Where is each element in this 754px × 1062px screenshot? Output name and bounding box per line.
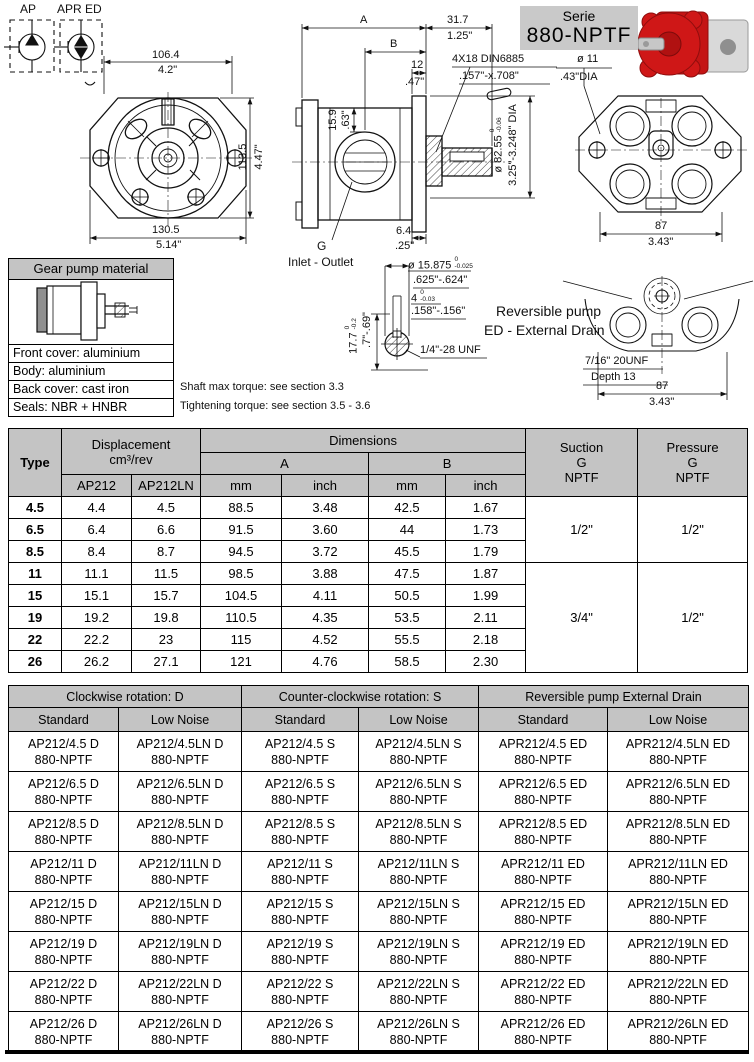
sub-header-low-noise: Low Noise (608, 708, 749, 732)
drain-depth-label: Depth 13 (591, 371, 636, 383)
model-cell: AP212/6.5 D 880-NPTF (9, 772, 119, 812)
value-cell: 6.6 (132, 519, 201, 541)
ordering-table (8, 685, 749, 1052)
page-footer-rule (5, 1050, 749, 1054)
spec-table (8, 428, 748, 673)
model-cell: AP212/4.5LN S 880-NPTF (359, 732, 479, 772)
value-cell: 3.72 (282, 541, 369, 563)
back-width-inch: 3.43" (648, 236, 674, 248)
shaft-dia-inch-label: .625"-.624" (413, 274, 468, 286)
type-cell: 15 (9, 585, 62, 607)
model-cell: AP212/11LN D 880-NPTF (119, 852, 242, 892)
value-cell: 1.87 (446, 563, 526, 585)
model-cell: AP212/22 D 880-NPTF (9, 972, 119, 1012)
col-header-dim-b: B (369, 453, 526, 475)
value-cell: 19.2 (62, 607, 132, 629)
reversible-width-mm: 87 (656, 380, 669, 392)
model-cell: AP212/26LN S 880-NPTF (359, 1012, 479, 1052)
model-cell: APR212/8.5 ED 880-NPTF (479, 812, 608, 852)
inlet-outlet-label: Inlet - Outlet (288, 255, 354, 269)
shaft-torque-note: Shaft max torque: see section 3.3 (180, 381, 344, 393)
key-depth-inch-label: .7"-.69" (361, 312, 373, 348)
col-header-b-mm: mm (369, 475, 446, 497)
dim-15-9-inch: .63" (340, 110, 352, 130)
model-cell: AP212/6.5LN S 880-NPTF (359, 772, 479, 812)
col-header-type: Type (9, 429, 62, 497)
model-cell: APR212/22 ED 880-NPTF (479, 972, 608, 1012)
value-cell: 121 (201, 651, 282, 673)
type-cell: 8.5 (9, 541, 62, 563)
model-cell: AP212/11 D 880-NPTF (9, 852, 119, 892)
model-cell: APR212/11LN ED 880-NPTF (608, 852, 749, 892)
pilot-dia-inch-label: 3.25"-3.248" DIA (507, 104, 519, 186)
col-header-suction: Suction G NPTF (526, 429, 638, 497)
value-cell: 55.5 (369, 629, 446, 651)
series-word: Serie (562, 8, 596, 24)
model-cell: APR212/4.5 ED 880-NPTF (479, 732, 608, 772)
col-header-ap212ln: AP212LN (132, 475, 201, 497)
dim-31-7-inch: 1.25" (447, 30, 473, 42)
table-row (9, 972, 749, 1012)
value-cell: 23 (132, 629, 201, 651)
apr-ed-symbol-label: APR ED (57, 2, 102, 16)
value-cell: 115 (201, 629, 282, 651)
value-cell: 4.35 (282, 607, 369, 629)
type-cell: 4.5 (9, 497, 62, 519)
reversible-pump-line2: ED - External Drain (484, 322, 605, 338)
model-cell: APR212/11 ED 880-NPTF (479, 852, 608, 892)
model-cell: AP212/4.5LN D 880-NPTF (119, 732, 242, 772)
col-header-a-inch: inch (282, 475, 369, 497)
value-cell: 11.1 (62, 563, 132, 585)
value-cell: 6.4 (62, 519, 132, 541)
group-header-counter-clockwise: Counter-clockwise rotation: S (242, 686, 479, 708)
value-cell: 1.73 (446, 519, 526, 541)
value-cell: 98.5 (201, 563, 282, 585)
model-cell: APR212/6.5 ED 880-NPTF (479, 772, 608, 812)
model-cell: AP212/4.5 D 880-NPTF (9, 732, 119, 772)
material-back-cover: Back cover: cast iron (9, 381, 173, 399)
ap-symbol-drawing (4, 20, 54, 72)
model-cell: APR212/6.5LN ED 880-NPTF (608, 772, 749, 812)
col-header-dim-a: A (201, 453, 369, 475)
value-cell: 104.5 (201, 585, 282, 607)
value-cell: 110.5 (201, 607, 282, 629)
col-header-pressure: Pressure G NPTF (638, 429, 748, 497)
value-cell: 15.1 (62, 585, 132, 607)
sub-header-standard: Standard (242, 708, 359, 732)
model-cell: AP212/11 S 880-NPTF (242, 852, 359, 892)
apr-ed-symbol-drawing (54, 20, 102, 85)
model-cell: AP212/15 D 880-NPTF (9, 892, 119, 932)
spec-table-wrap (8, 428, 748, 673)
value-cell: 53.5 (369, 607, 446, 629)
value-cell: 27.1 (132, 651, 201, 673)
value-cell: 4.76 (282, 651, 369, 673)
value-cell: 19.8 (132, 607, 201, 629)
drain-thread-label: 7/16" 20UNF (585, 355, 649, 367)
front-height-inch: 4.47" (253, 144, 265, 170)
value-cell: 8.4 (62, 541, 132, 563)
type-cell: 11 (9, 563, 62, 585)
reversible-width-inch: 3.43" (649, 396, 675, 408)
col-header-displacement: Displacement cm³/rev (62, 429, 201, 475)
value-cell: 4.4 (62, 497, 132, 519)
value-cell: 15.7 (132, 585, 201, 607)
col-header-ap212: AP212 (62, 475, 132, 497)
value-cell: 22.2 (62, 629, 132, 651)
pilot-dia-label: ø 82.55 0 -0.06 (488, 117, 505, 173)
group-header-reversible: Reversible pump External Drain (479, 686, 749, 708)
model-cell: AP212/19 D 880-NPTF (9, 932, 119, 972)
front-height-mm: 113.5 (237, 143, 249, 171)
value-cell: 94.5 (201, 541, 282, 563)
tightening-torque-note: Tightening torque: see section 3.5 - 3.6 (180, 400, 371, 412)
type-cell: 22 (9, 629, 62, 651)
material-body: Body: aluminium (9, 363, 173, 381)
value-cell: 3.88 (282, 563, 369, 585)
series-title-box (520, 6, 638, 50)
type-cell: 26 (9, 651, 62, 673)
table-row (9, 1012, 749, 1052)
hole-dia-inch-label: .43"DIA (560, 71, 598, 83)
col-header-dimensions: Dimensions (201, 429, 526, 453)
value-cell: 58.5 (369, 651, 446, 673)
model-cell: AP212/19LN D 880-NPTF (119, 932, 242, 972)
value-cell: 2.30 (446, 651, 526, 673)
ordering-table-wrap (8, 685, 749, 1052)
model-cell: AP212/15LN D 880-NPTF (119, 892, 242, 932)
value-cell: 88.5 (201, 497, 282, 519)
model-cell: AP212/6.5LN D 880-NPTF (119, 772, 242, 812)
sub-header-low-noise: Low Noise (359, 708, 479, 732)
front-view-drawing (80, 56, 256, 244)
material-box-title: Gear pump material (9, 259, 173, 280)
model-cell: AP212/26LN D 880-NPTF (119, 1012, 242, 1052)
model-cell: AP212/6.5 S 880-NPTF (242, 772, 359, 812)
value-cell: 8.7 (132, 541, 201, 563)
series-name: 880-NPTF (526, 24, 632, 47)
model-cell: APR212/22LN ED 880-NPTF (608, 972, 749, 1012)
value-cell: 1.99 (446, 585, 526, 607)
model-cell: AP212/26 S 880-NPTF (242, 1012, 359, 1052)
model-cell: AP212/22LN S 880-NPTF (359, 972, 479, 1012)
annotation-lines (430, 67, 612, 198)
model-cell: AP212/26 D 880-NPTF (9, 1012, 119, 1052)
pressure-size-cell: 1/2" (638, 497, 748, 563)
value-cell: 3.60 (282, 519, 369, 541)
pressure-size-cell: 1/2" (638, 563, 748, 673)
pump-photo (638, 11, 748, 77)
value-cell: 1.67 (446, 497, 526, 519)
model-cell: APR212/26 ED 880-NPTF (479, 1012, 608, 1052)
table-row (9, 892, 749, 932)
table-row (9, 563, 748, 585)
key-width-inch-label: .158"-.156" (411, 305, 466, 317)
value-cell: 4.11 (282, 585, 369, 607)
value-cell: 11.5 (132, 563, 201, 585)
value-cell: 1.79 (446, 541, 526, 563)
model-cell: AP212/8.5LN D 880-NPTF (119, 812, 242, 852)
sub-header-low-noise: Low Noise (119, 708, 242, 732)
dim-12-mm: 12 (411, 59, 424, 71)
model-cell: AP212/22LN D 880-NPTF (119, 972, 242, 1012)
material-seals: Seals: NBR + HNBR (13, 400, 128, 414)
model-cell: AP212/8.5LN S 880-NPTF (359, 812, 479, 852)
front-base-mm: 130.5 (152, 224, 180, 236)
table-row (9, 772, 749, 812)
suction-size-cell: 1/2" (526, 497, 638, 563)
model-cell: AP212/8.5 S 880-NPTF (242, 812, 359, 852)
sub-header-standard: Standard (479, 708, 608, 732)
value-cell: 42.5 (369, 497, 446, 519)
reversible-pump-line1: Reversible pump (496, 303, 602, 319)
front-base-inch: 5.14" (156, 239, 182, 251)
gear-pump-material-box (8, 258, 174, 417)
type-cell: 6.5 (9, 519, 62, 541)
table-row (9, 932, 749, 972)
model-cell: AP212/15 S 880-NPTF (242, 892, 359, 932)
model-cell: AP212/22 S 880-NPTF (242, 972, 359, 1012)
dim-6-4-inch: .25" (395, 240, 415, 252)
g-port-label: G (317, 239, 327, 253)
value-cell: 4.52 (282, 629, 369, 651)
model-cell: AP212/11LN S 880-NPTF (359, 852, 479, 892)
value-cell: 44 (369, 519, 446, 541)
value-cell: 50.5 (369, 585, 446, 607)
value-cell: 2.11 (446, 607, 526, 629)
front-width-mm: 106.4 (152, 49, 180, 61)
key-spec-inch-label: .157"-x.708" (459, 70, 519, 82)
value-cell: 47.5 (369, 563, 446, 585)
model-cell: APR212/19LN ED 880-NPTF (608, 932, 749, 972)
model-cell: AP212/8.5 D 880-NPTF (9, 812, 119, 852)
model-cell: APR212/26LN ED 880-NPTF (608, 1012, 749, 1052)
col-header-a-mm: mm (201, 475, 282, 497)
key-depth-label: 17.7 0 -0.2 (343, 318, 360, 354)
value-cell: 91.5 (201, 519, 282, 541)
value-cell: 26.2 (62, 651, 132, 673)
model-cell: AP212/15LN S 880-NPTF (359, 892, 479, 932)
model-cell: APR212/4.5LN ED 880-NPTF (608, 732, 749, 772)
value-cell: 4.5 (132, 497, 201, 519)
dim-31-7-mm: 31.7 (447, 14, 469, 26)
model-cell: AP212/19LN S 880-NPTF (359, 932, 479, 972)
value-cell: 45.5 (369, 541, 446, 563)
key-width-label: 4 0 -0.03 (411, 289, 436, 305)
table-row (9, 732, 749, 772)
model-cell: APR212/19 ED 880-NPTF (479, 932, 608, 972)
dim-b-label: B (390, 38, 398, 50)
ap-symbol-label: AP (20, 2, 37, 16)
sub-header-standard: Standard (9, 708, 119, 732)
thread-label: 1/4"-28 UNF (420, 344, 481, 356)
hole-dia-label: ø 11 (577, 53, 599, 65)
dim-6-4-mm: 6.4 (396, 225, 412, 237)
material-front-cover: Front cover: aluminium (9, 345, 173, 363)
material-pump-sketch (9, 280, 171, 342)
model-cell: APR212/8.5LN ED 880-NPTF (608, 812, 749, 852)
shaft-dia-label: ø 15.875 0 -0.025 (408, 256, 473, 272)
value-cell: 3.48 (282, 497, 369, 519)
model-cell: AP212/4.5 S 880-NPTF (242, 732, 359, 772)
col-header-b-inch: inch (446, 475, 526, 497)
group-header-clockwise: Clockwise rotation: D (9, 686, 242, 708)
model-cell: APR212/15 ED 880-NPTF (479, 892, 608, 932)
type-cell: 19 (9, 607, 62, 629)
model-cell: AP212/19 S 880-NPTF (242, 932, 359, 972)
material-pump-drawing (9, 280, 173, 345)
back-width-mm: 87 (655, 220, 668, 232)
front-width-inch: 4.2" (158, 64, 178, 76)
value-cell: 2.18 (446, 629, 526, 651)
key-spec-label: 4X18 DIN6885 (452, 53, 525, 65)
table-row (9, 852, 749, 892)
table-row (9, 497, 748, 519)
table-row (9, 812, 749, 852)
model-cell: APR212/15LN ED 880-NPTF (608, 892, 749, 932)
dim-a-label: A (360, 14, 368, 26)
suction-size-cell: 3/4" (526, 563, 638, 673)
dim-15-9-mm: 15.9 (327, 109, 339, 131)
dim-12-inch: .47" (405, 76, 425, 88)
